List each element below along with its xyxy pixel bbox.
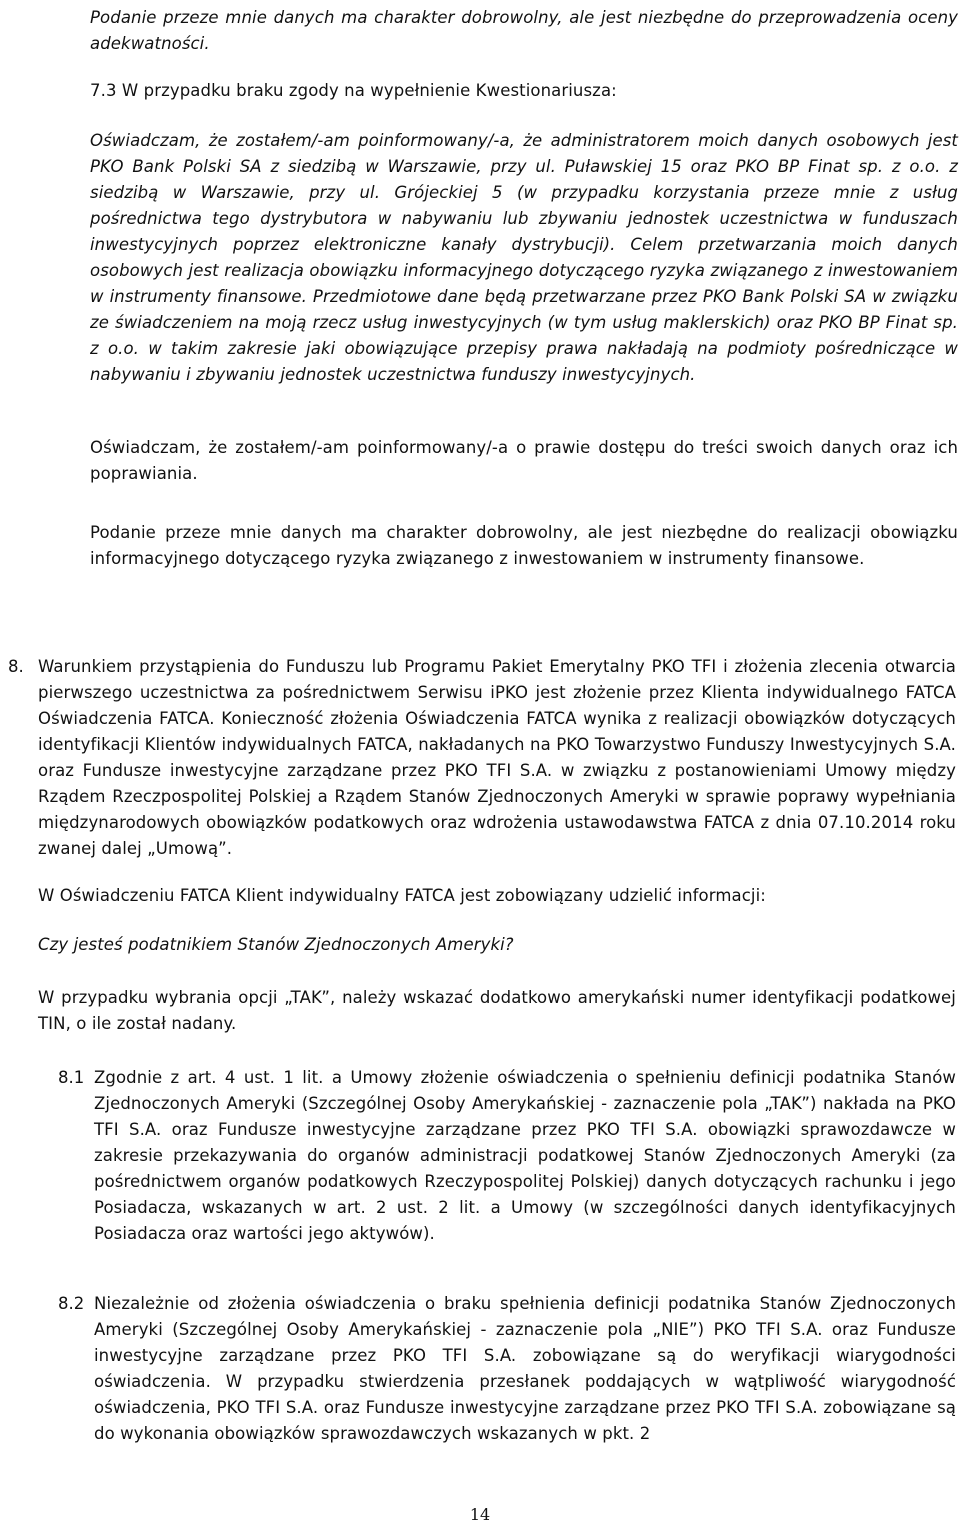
- subsection-8-2-number: 8.2: [58, 1294, 85, 1313]
- subsection-8-1-paragraph: Zgodnie z art. 4 ust. 1 lit. a Umowy złożenie oświadczenia o spełnieniu definicji podatnika Stanów Zjednoczonych Ameryki (Szczególnej Osoby Amerykańskiej - zaznaczenie pola „TAK”) nakłada na PKO TFI S.A. oraz Fundusze inwestycyjne zarządzane przez PKO TFI S.A. obowiązki sprawozdawcze w zakresie przekazywania do organów administracji podatkowej Stanów Zjednoczonych Ameryki (za pośrednictwem organów podatkowych Rzeczypospolitej Polskiej) danych dotyczących rachunku i jego Posiadacza, wskazanych w art. 2 ust. 2 lit. a Umowy (w szczególności danych identyfikacyjnych Posiadacza oraz wartości jego aktywów).: [94, 1068, 956, 1243]
- subsection-8-2-paragraph: Niezależnie od złożenia oświadczenia o braku spełnienia definicji podatnika Stanów Zjednoczonych Ameryki (Szczególnej Osoby Amerykańskiej - zaznaczenie pola „NIE”) PKO TFI S.A. oraz Fundusze inwestycyjne zarządzane przez PKO TFI S.A. zobowiązane są do weryfikacji wiarygodności oświadczenia. W przypadku stwierdzenia przesłanek poddających w wątpliwość wiarygodność oświadczenia, PKO TFI S.A. oraz Fundusze inwestycyjne zarządzane przez PKO TFI S.A. zobowiązane są do wykonania obowiązków sprawozdawczych wskazanych w pkt. 2: [94, 1294, 956, 1443]
- section-8-paragraph: Warunkiem przystąpienia do Funduszu lub Programu Pakiet Emerytalny PKO TFI i złożenia zlecenia otwarcia pierwszego uczestnictwa za pośrednictwem Serwisu iPKO jest złożenie przez Klienta indywidualnego FATCA Oświadczenia FATCA. Konieczność złożenia Oświadczenia FATCA wynika z realizacji obowiązków dotyczących identyfikacji Klientów indywidualnych FATCA, nakładanych na PKO Towarzystwo Funduszy Inwestycyjnych S.A. oraz Fundusze inwestycyjne zarządzane przez PKO TFI S.A. w związku z postanowieniami Umowy między Rządem Rzeczpospolitej Polskiej a Rządem Stanów Zjednoczonych Ameryki w sprawie poprawy wypełniania międzynarodowych obowiązków podatkowych oraz wdrożenia ustawodawstwa FATCA z dnia 07.10.2014 roku zwanej dalej „Umową”.: [38, 657, 956, 858]
- declaration-data-administrator: Oświadczam, że zostałem/-am poinformowany/-a, że administratorem moich danych osobowych jest PKO Bank Polski SA z siedzibą w Warszawie, przy ul. Puławskiej 15 oraz PKO BP Finat sp. z o.o. z siedzibą w Warszawie, przy ul. Grójeckiej 5 (w przypadku korzystania przeze mnie z usług pośrednictwa tego dystrybutora w nabywaniu lub zbywaniu jednostek uczestnictwa w funduszach inwestycyjnych poprzez elektroniczne kanały dystrybucji). Celem przetwarzania moich danych osobowych jest realizacja obowiązku informacyjnego dotyczącego ryzyka związanego z inwestowaniem w instrumenty finansowe. Przedmiotowe dane będą przetwarzane przez PKO Bank Polski SA w związku ze świadczeniem na moją rzecz usług inwestycyjnych (w tym usług maklerskich) oraz PKO BP Finat sp. z o.o. w takim zakresie jaki obowiązujące przepisy prawa nakładają na podmioty pośredniczące w nabywaniu i zbywaniu jednostek uczestnictwa funduszy inwestycyjnych.: [90, 131, 958, 384]
- subsection-8-1-number: 8.1: [58, 1068, 85, 1087]
- section-8-number: 8.: [8, 657, 24, 676]
- us-taxpayer-question: Czy jesteś podatnikiem Stanów Zjednoczonych Ameryki?: [38, 935, 514, 954]
- fatca-info-paragraph: W Oświadczeniu FATCA Klient indywidualny FATCA jest zobowiązany udzielić informacji:: [38, 886, 766, 905]
- tin-note-paragraph: W przypadku wybrania opcji „TAK”, należy wskazać dodatkowo amerykański numer identyfikacji podatkowej TIN, o ile został nadany.: [38, 988, 956, 1033]
- declaration-data-access: Oświadczam, że zostałem/-am poinformowany/-a o prawie dostępu do treści swoich danych oraz ich poprawiania.: [90, 438, 958, 483]
- page-number: 14: [469, 1505, 491, 1524]
- intro-paragraph: Podanie przeze mnie danych ma charakter dobrowolny, ale jest niezbędne do przeprowadzenia oceny adekwatności.: [90, 8, 958, 53]
- declaration-voluntary: Podanie przeze mnie danych ma charakter dobrowolny, ale jest niezbędne do realizacji obowiązku informacyjnego dotyczącego ryzyka związanego z inwestowaniem w instrumenty finansowe.: [90, 523, 958, 568]
- section-7-3-heading: 7.3 W przypadku braku zgody na wypełnienie Kwestionariusza:: [90, 81, 617, 100]
